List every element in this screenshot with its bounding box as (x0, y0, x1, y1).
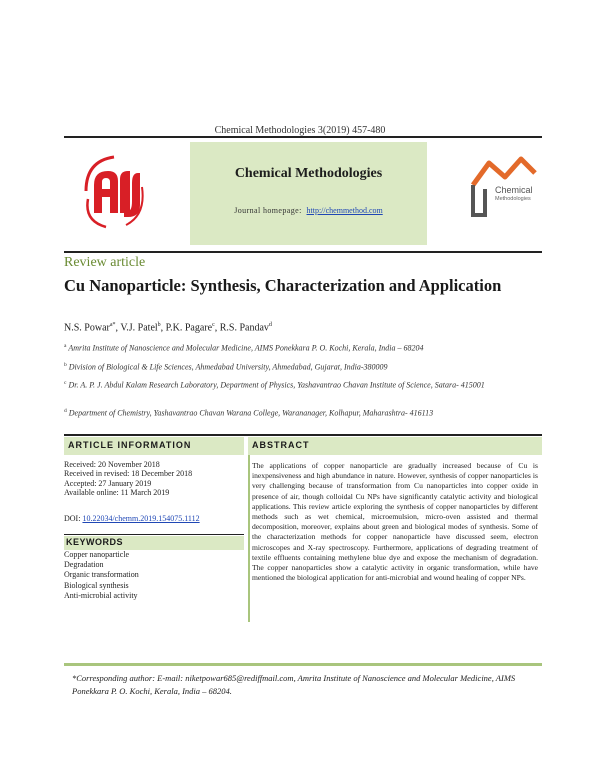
doi-link[interactable]: 10.22034/chemm.2019.154075.1112 (82, 513, 200, 523)
abstract-text: The applications of copper nanoparticle are gradually increased because of Cu is inexpensiveness and high abundance in nature. However, synthesis of copper nanoparticles is very challenging because of transformation from Cu nanoparticles into copper oxide in presence of air, though colloidal Cu NPs have significantly catalytic activity and biological applications. This review article exploring the synthesis of copper nanoparticles by different methods such as wet chemical, microemulsion, micro-oven assisted and thermal decomposition, moreover, explains about green and biological modes of synthesis. Some of the characterization methods for copper nanoparticle have discussed seem, electron microscopes and X-ray spectroscopy. Furthermore, applications of degrading treatment of textile effluents containing methylene blue dye and expose the mechanism of degradation. The copper nanoparticles show a catalytic activity in organic transformation, while have mentioned the biological application for anti-microbial and wound healing of copper NPs. (252, 461, 538, 583)
keyword-item: Organic transformation (64, 570, 139, 580)
journal-logo-left (84, 151, 144, 231)
doi-line (64, 514, 244, 523)
received-date: Received: 20 November 2018 (64, 460, 160, 469)
affiliation-text: Department of Chemistry, Yashavantrao Chavan Warana College, Warananager, Kolhapur, Maharashtra- 416113 (68, 408, 434, 418)
affiliation-text: Division of Biological & Life Sciences, Ahmedabad University, Ahmedabad, Gujarat, India-380009 (68, 362, 388, 372)
affiliation-sup: d (64, 408, 67, 414)
homepage-link[interactable]: http://chemmethod.com (306, 206, 383, 215)
doi-label: DOI: (64, 513, 81, 523)
footnote-divider (64, 663, 542, 666)
revised-date: Received in revised: 18 December 2018 (64, 469, 193, 479)
journal-logo-right (469, 155, 541, 221)
homepage-label: Journal homepage: (234, 206, 302, 215)
info-divider (64, 434, 542, 436)
journal-reference: Chemical Methodologies 3(2019) 457-480 (214, 125, 386, 136)
accepted-date: Accepted: 27 January 2019 (64, 478, 152, 488)
journal-homepage (190, 206, 427, 215)
affiliation (64, 377, 542, 392)
keywords-divider (64, 534, 244, 535)
affiliation-text: Dr. A. P. J. Abdul Kalam Research Laboratory, Department of Physics, Yashavantrao Chavan Institute of Science, Satara- 415001 (68, 380, 485, 390)
author-sup: d (268, 322, 272, 328)
abstract-heading: ABSTRACT (252, 440, 310, 450)
journal-title: Chemical Methodologies (234, 166, 383, 181)
keywords-heading: KEYWORDS (66, 537, 124, 547)
affiliation (64, 405, 542, 420)
author-name: N.S. Powar (64, 322, 110, 334)
journal-header-box (190, 142, 427, 245)
header-divider (64, 251, 542, 253)
author-sup: a* (109, 322, 116, 328)
affiliation-sup: a (64, 343, 67, 349)
right-logo-text-2: Methodologies (495, 196, 531, 202)
affiliation (64, 340, 542, 355)
author-sup: c (212, 322, 215, 328)
right-logo-text-1: Chemical (495, 185, 533, 195)
corresponding-author-footnote: *Corresponding author: E-mail: niketpowar685@rediffmail.com, Amrita Institute of Nanoscience and Molecular Medicine, AIMS Ponekkara P. O. Kochi, Kerala, India – 68204. (72, 673, 516, 696)
paper-title: Cu Nanoparticle: Synthesis, Characterization and Application (64, 276, 502, 295)
keyword-item: Biological synthesis (64, 580, 129, 590)
keyword-item: Anti-microbial activity (64, 590, 138, 600)
affiliation (64, 359, 542, 374)
keywords-list (64, 550, 244, 601)
article-info-heading: ARTICLE INFORMATION (68, 440, 192, 450)
keyword-item: Copper nanoparticle (64, 550, 130, 559)
affiliation-sup: c (64, 380, 67, 386)
author-list: N.S. Powar$^{a*}$, V.J. Patel$^b$, P.K. Pagare$^c$, R.S. Pandav$^d$ (64, 322, 272, 334)
article-info-body (64, 460, 244, 523)
affiliation-sup: b (64, 362, 67, 368)
online-date: Available online: 11 March 2019 (64, 488, 170, 498)
author-sup: b (157, 322, 161, 328)
top-divider (64, 136, 542, 138)
article-type: Review article (64, 255, 146, 270)
affiliation-text: Amrita Institute of Nanoscience and Molecular Medicine, AIMS Ponekkara P. O. Kochi, Kerala, India – 68204 (68, 343, 424, 353)
author-name: V.J. Patel (120, 322, 158, 334)
keyword-item: Degradation (64, 560, 104, 570)
author-name: R.S. Pandav (219, 322, 269, 334)
author-name: P.K. Pagare (165, 322, 213, 334)
